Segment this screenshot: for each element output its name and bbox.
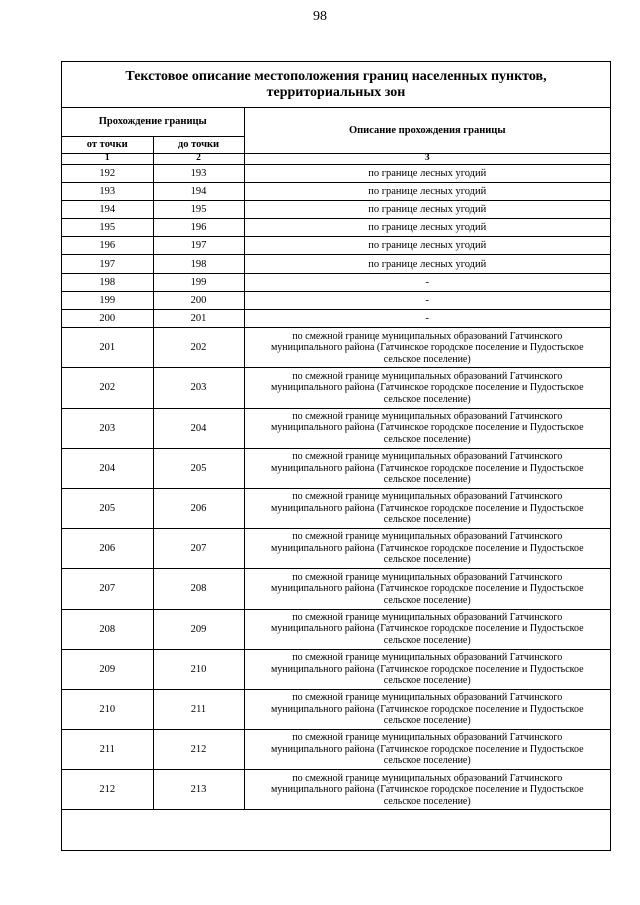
description-line: по смежной границе муниципальных образований Гатчинского xyxy=(292,451,563,463)
table-title-line-2: территориальных зон xyxy=(266,84,406,100)
description-cell xyxy=(244,448,610,488)
to-point-cell: 208 xyxy=(153,569,244,609)
from-point-cell: 208 xyxy=(62,609,153,649)
table-row xyxy=(62,689,610,729)
table-row xyxy=(62,649,610,689)
to-point-cell: 213 xyxy=(153,770,244,810)
boundary-description-table xyxy=(61,61,611,851)
table-row xyxy=(62,291,610,309)
description-line: сельское поселение) xyxy=(383,634,471,646)
description-line: по смежной границе муниципальных образований Гатчинского xyxy=(292,491,563,503)
description-line: муниципального района (Гатчинское городское поселение и Пудостьское xyxy=(270,703,584,715)
from-point-cell: 192 xyxy=(62,164,153,182)
table-row xyxy=(62,609,610,649)
description-cell xyxy=(244,328,610,368)
to-point-cell: 193 xyxy=(153,164,244,182)
to-point-cell: 196 xyxy=(153,219,244,237)
description-cell xyxy=(244,609,610,649)
description-line: муниципального района (Гатчинское городское поселение и Пудостьское xyxy=(270,342,584,354)
description-line: сельское поселение) xyxy=(383,353,471,365)
description-cell xyxy=(244,649,610,689)
table-row xyxy=(62,529,610,569)
header-from-point: от точки xyxy=(62,136,153,153)
description-line: по смежной границе муниципальных образований Гатчинского xyxy=(292,772,563,784)
from-point-cell: 201 xyxy=(62,328,153,368)
to-point-cell: 194 xyxy=(153,182,244,200)
description-cell xyxy=(244,310,610,328)
header-boundary-passage: Прохождение границы xyxy=(62,108,244,136)
from-point-cell: 210 xyxy=(62,689,153,729)
to-point-cell: 198 xyxy=(153,255,244,273)
description-line: сельское поселение) xyxy=(383,594,471,606)
description-cell xyxy=(244,255,610,273)
description-cell xyxy=(244,770,610,810)
description-line: - xyxy=(425,313,429,325)
description-cell xyxy=(244,273,610,291)
to-point-cell: 199 xyxy=(153,273,244,291)
description-line: сельское поселение) xyxy=(383,755,471,767)
from-point-cell: 207 xyxy=(62,569,153,609)
description-line: сельское поселение) xyxy=(383,675,471,687)
description-line: по границе лесных угодий xyxy=(368,240,487,252)
description-line: по смежной границе муниципальных образований Гатчинского xyxy=(292,732,563,744)
to-point-cell: 203 xyxy=(153,368,244,408)
description-line: муниципального района (Гатчинское городское поселение и Пудостьское xyxy=(270,542,584,554)
to-point-cell: 197 xyxy=(153,237,244,255)
description-cell xyxy=(244,569,610,609)
description-line: по границе лесных угодий xyxy=(368,222,487,234)
description-line: по границе лесных угодий xyxy=(368,185,487,197)
to-point-cell: 205 xyxy=(153,448,244,488)
table-row xyxy=(62,408,610,448)
header-column-number-3: 3 xyxy=(244,153,610,164)
table-row xyxy=(62,164,610,182)
to-point-cell: 207 xyxy=(153,529,244,569)
from-point-cell: 209 xyxy=(62,649,153,689)
description-cell xyxy=(244,182,610,200)
to-point-cell: 212 xyxy=(153,730,244,770)
table-row xyxy=(62,200,610,218)
description-line: муниципального района (Гатчинское городское поселение и Пудостьское xyxy=(270,663,584,675)
description-line: по смежной границе муниципальных образований Гатчинского xyxy=(292,410,563,422)
description-line: сельское поселение) xyxy=(383,433,471,445)
table-row xyxy=(62,448,610,488)
to-point-cell: 201 xyxy=(153,310,244,328)
header-column-number-2: 2 xyxy=(153,153,244,164)
description-cell xyxy=(244,730,610,770)
description-line: по смежной границе муниципальных образований Гатчинского xyxy=(292,531,563,543)
description-line: по границе лесных угодий xyxy=(368,167,487,179)
table-row xyxy=(62,569,610,609)
table-row xyxy=(62,273,610,291)
description-cell xyxy=(244,164,610,182)
table-body xyxy=(62,164,610,810)
from-point-cell: 200 xyxy=(62,310,153,328)
to-point-cell: 211 xyxy=(153,689,244,729)
to-point-cell: 202 xyxy=(153,328,244,368)
description-line: по границе лесных угодий xyxy=(368,258,487,270)
table-row xyxy=(62,255,610,273)
description-line: муниципального района (Гатчинское городское поселение и Пудостьское xyxy=(270,422,584,434)
table-row xyxy=(62,488,610,528)
description-line: по смежной границе муниципальных образований Гатчинского xyxy=(292,571,563,583)
boundary-table xyxy=(62,108,610,840)
from-point-cell: 194 xyxy=(62,200,153,218)
description-line: по смежной границе муниципальных образований Гатчинского xyxy=(292,330,563,342)
from-point-cell: 193 xyxy=(62,182,153,200)
description-line: сельское поселение) xyxy=(383,715,471,727)
description-line: муниципального района (Гатчинское городское поселение и Пудостьское xyxy=(270,623,584,635)
description-line: муниципального района (Гатчинское городское поселение и Пудостьское xyxy=(270,743,584,755)
description-cell xyxy=(244,408,610,448)
to-point-cell: 200 xyxy=(153,291,244,309)
description-line: муниципального района (Гатчинское городское поселение и Пудостьское xyxy=(270,583,584,595)
table-title xyxy=(62,62,610,108)
from-point-cell: 202 xyxy=(62,368,153,408)
from-point-cell: 204 xyxy=(62,448,153,488)
table-row xyxy=(62,310,610,328)
description-cell xyxy=(244,237,610,255)
table-row xyxy=(62,770,610,810)
to-point-cell: 204 xyxy=(153,408,244,448)
description-line: сельское поселение) xyxy=(383,795,471,807)
description-line: сельское поселение) xyxy=(383,393,471,405)
description-line: - xyxy=(425,276,429,288)
description-cell xyxy=(244,200,610,218)
table-row xyxy=(62,730,610,770)
description-line: сельское поселение) xyxy=(383,554,471,566)
page-number: 98 xyxy=(313,9,327,24)
description-line: по смежной границе муниципальных образований Гатчинского xyxy=(292,611,563,623)
description-line: сельское поселение) xyxy=(383,474,471,486)
table-row-empty xyxy=(62,810,610,841)
from-point-cell: 198 xyxy=(62,273,153,291)
to-point-cell: 210 xyxy=(153,649,244,689)
header-column-number-1: 1 xyxy=(62,153,153,164)
from-point-cell: 205 xyxy=(62,488,153,528)
empty-cell xyxy=(62,810,610,841)
from-point-cell: 206 xyxy=(62,529,153,569)
description-cell xyxy=(244,488,610,528)
description-cell xyxy=(244,368,610,408)
table-row xyxy=(62,368,610,408)
header-boundary-description: Описание прохождения границы xyxy=(244,108,610,153)
table-row xyxy=(62,328,610,368)
from-point-cell: 197 xyxy=(62,255,153,273)
description-cell xyxy=(244,219,610,237)
description-line: муниципального района (Гатчинское городское поселение и Пудостьское xyxy=(270,502,584,514)
description-line: по смежной границе муниципальных образований Гатчинского xyxy=(292,370,563,382)
description-line: муниципального района (Гатчинское городское поселение и Пудостьское xyxy=(270,462,584,474)
to-point-cell: 209 xyxy=(153,609,244,649)
description-line: - xyxy=(425,294,429,306)
table-row xyxy=(62,182,610,200)
table-row xyxy=(62,219,610,237)
from-point-cell: 199 xyxy=(62,291,153,309)
to-point-cell: 195 xyxy=(153,200,244,218)
description-line: по границе лесных угодий xyxy=(368,203,487,215)
description-line: по смежной границе муниципальных образований Гатчинского xyxy=(292,692,563,704)
header-to-point: до точки xyxy=(153,136,244,153)
description-line: муниципального района (Гатчинское городское поселение и Пудостьское xyxy=(270,784,584,796)
table-row xyxy=(62,237,610,255)
description-cell xyxy=(244,291,610,309)
from-point-cell: 211 xyxy=(62,730,153,770)
description-line: муниципального района (Гатчинское городское поселение и Пудостьское xyxy=(270,382,584,394)
from-point-cell: 212 xyxy=(62,770,153,810)
from-point-cell: 196 xyxy=(62,237,153,255)
table-title-line-1: Текстовое описание местоположения границ населенных пунктов, xyxy=(125,68,547,84)
from-point-cell: 203 xyxy=(62,408,153,448)
description-cell xyxy=(244,689,610,729)
to-point-cell: 206 xyxy=(153,488,244,528)
from-point-cell: 195 xyxy=(62,219,153,237)
description-cell xyxy=(244,529,610,569)
description-line: по смежной границе муниципальных образований Гатчинского xyxy=(292,652,563,664)
description-line: сельское поселение) xyxy=(383,514,471,526)
